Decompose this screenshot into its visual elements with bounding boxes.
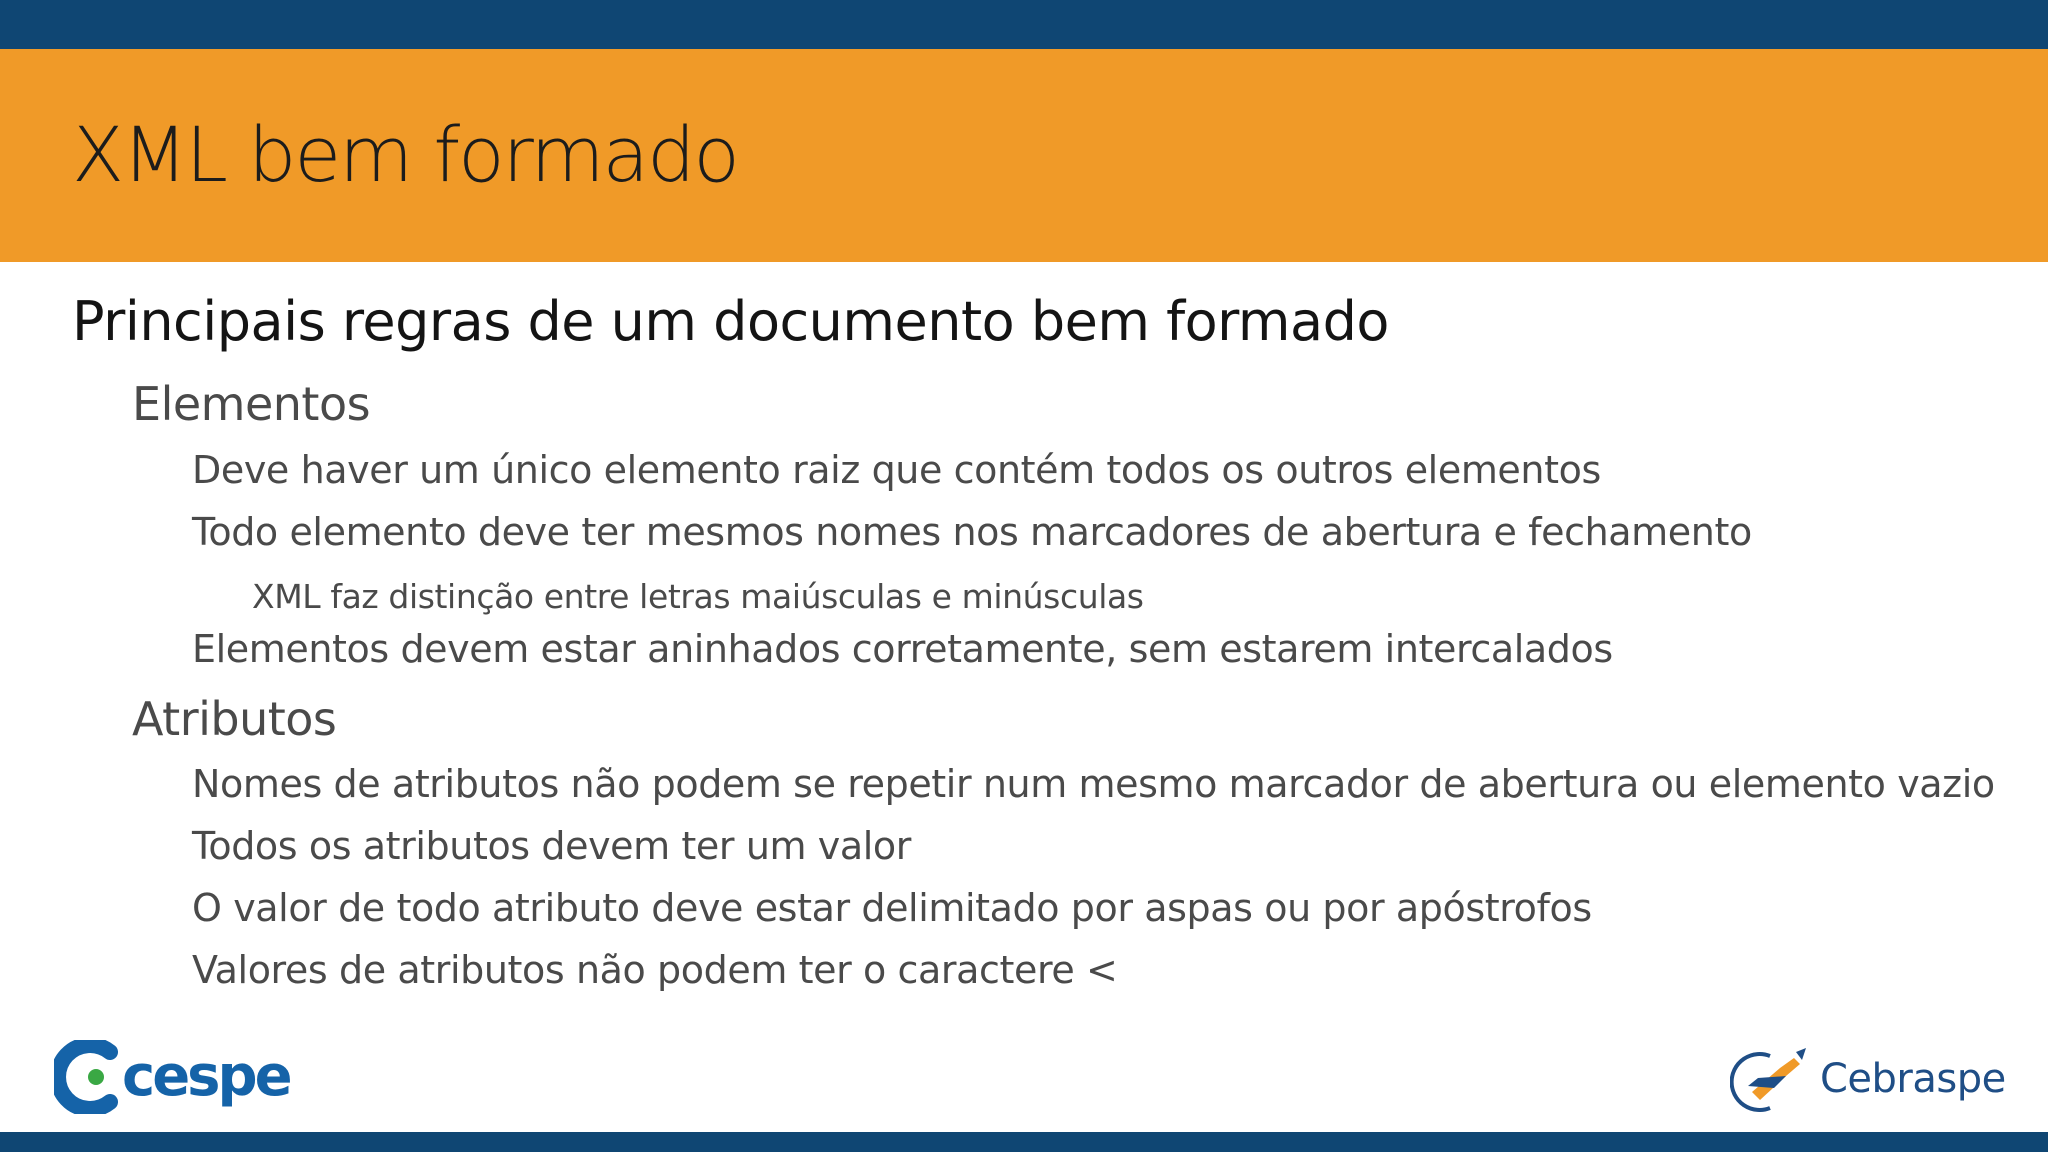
cebraspe-logo-icon [1730, 1046, 1812, 1112]
rule-atributos-1: Nomes de atributos não podem se repetir num mesmo marcador de abertura ou elemento vazio [192, 762, 1995, 806]
section-atributos: Atributos [132, 692, 337, 746]
bottom-bar [0, 1132, 2048, 1152]
rule-elementos-3: Elementos devem estar aninhados corretamente, sem estarem intercalados [192, 627, 1613, 671]
top-bar [0, 0, 2048, 49]
main-heading: Principais regras de um documento bem formado [72, 290, 1389, 353]
cebraspe-logo [1730, 1044, 2006, 1114]
rule-atributos-3: O valor de todo atributo deve estar delimitado por aspas ou por apóstrofos [192, 886, 1592, 930]
rule-atributos-2: Todos os atributos devem ter um valor [192, 824, 912, 868]
rule-elementos-2: Todo elemento deve ter mesmos nomes nos marcadores de abertura e fechamento [192, 510, 1752, 554]
cespe-logo [54, 1040, 290, 1114]
cespe-logo-icon [54, 1040, 120, 1114]
cespe-logo-text: cespe [122, 1044, 290, 1109]
section-elementos: Elementos [132, 377, 371, 431]
rule-atributos-4: Valores de atributos não podem ter o caractere < [192, 948, 1118, 992]
rule-elementos-1: Deve haver um único elemento raiz que contém todos os outros elementos [192, 448, 1601, 492]
slide-title: XML bem formado [72, 110, 738, 199]
rule-elementos-2-note: XML faz distinção entre letras maiúsculas e minúsculas [252, 577, 1144, 616]
cebraspe-logo-text: Cebraspe [1820, 1056, 2006, 1102]
